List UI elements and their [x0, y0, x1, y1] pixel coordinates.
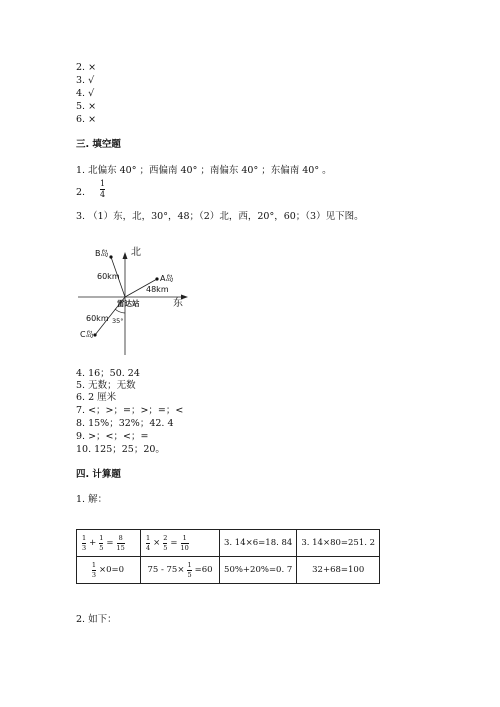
answer-line: 7. <；>；=；>；=；<: [76, 405, 184, 416]
east-label: 东: [173, 298, 183, 309]
answer-line: 5. ×: [76, 101, 97, 112]
distance-label: 60km: [97, 272, 120, 281]
c-island-label: C岛: [80, 330, 94, 339]
answer-line: 8. 15%；32%；42. 4: [76, 418, 174, 429]
denominator: 4: [100, 190, 106, 199]
table-row: [77, 557, 380, 584]
answer-line: 10. 125；25；20。: [76, 444, 165, 455]
table-cell: 50%+20%=0. 7: [220, 557, 297, 584]
answer-line: 2. ×: [76, 62, 97, 73]
center-label: 雷达站: [117, 299, 140, 308]
calc-table: [76, 529, 380, 584]
answer-line: 3. （1）东，北，30°，48；（2）北，西，20°，60；（3）见下图。: [76, 211, 364, 222]
table-cell: $\frac{1}{4} \times \frac{2}{5} = \frac{1}{10}$: [141, 530, 220, 557]
table-cell: $\frac{1}{3} + \frac{1}{5} = \frac{8}{15}$: [77, 530, 141, 557]
answer-line: 6. ×: [76, 114, 97, 125]
b-point: [109, 255, 112, 258]
answer-line: 2. 如下：: [76, 614, 117, 625]
answer-line: 1. 解：: [76, 494, 108, 505]
table-cell: 3. 14×6=18. 84: [220, 530, 297, 557]
table-row: [77, 530, 380, 557]
table-cell: 32+68=100: [297, 557, 380, 584]
answer-line: 3. √: [76, 75, 95, 86]
north-arrow: [123, 252, 128, 259]
table-cell: $\frac{1}{3} \times 0=0$: [77, 557, 141, 584]
distance-label: 48km: [146, 285, 169, 294]
answer-line: 6. 2 厘米: [76, 392, 117, 403]
section-title: 三. 填空题: [76, 139, 121, 150]
a-island-label: A岛: [160, 274, 174, 283]
answer-line: 1. 北偏东 40° ；西偏南 40° ；南偏东 40° ；东偏南 40° 。: [76, 165, 332, 176]
answer-line: 2.: [76, 187, 86, 198]
north-label: 北: [131, 247, 141, 258]
answer-line: 5. 无数；无数: [76, 380, 136, 391]
a-point: [155, 277, 158, 280]
table-cell: 3. 14×80=251. 2: [297, 530, 380, 557]
table-cell: $75 - 75\times \frac{1}{5} =60$: [141, 557, 220, 584]
distance-label: 60km: [86, 314, 109, 323]
answer-line: 9. >；<；<；=: [76, 431, 149, 442]
numerator: 1: [100, 179, 106, 188]
b-island-label: B岛: [95, 249, 109, 258]
angle-arc: [115, 309, 125, 313]
angle-label: 35°: [112, 317, 124, 325]
answer-line: 4. √: [76, 88, 95, 99]
answer-line: 4. 16；50. 24: [76, 368, 140, 379]
section-title: 四. 计算题: [76, 469, 121, 480]
